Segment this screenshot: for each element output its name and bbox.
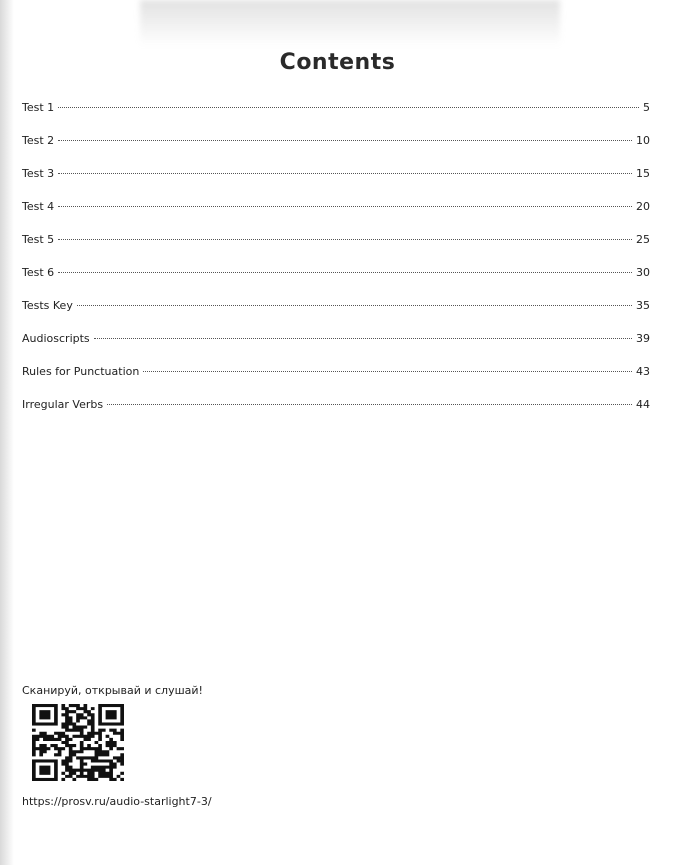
toc-entry-label: Irregular Verbs [22, 398, 104, 411]
toc-entry-page: 43 [636, 365, 650, 378]
toc-leader-dots [58, 173, 632, 174]
table-of-contents [22, 101, 650, 431]
toc-entry-label: Tests Key [22, 299, 73, 312]
toc-entry-page: 10 [636, 134, 650, 147]
toc-leader-dots [58, 239, 632, 240]
toc-entry-label: Test 5 [22, 233, 55, 246]
toc-entry[interactable] [22, 101, 650, 134]
toc-entry-label: Test 4 [22, 200, 55, 213]
toc-entry[interactable] [22, 233, 650, 266]
toc-leader-dots [58, 272, 632, 273]
toc-entry-page: 15 [636, 167, 650, 180]
toc-entry[interactable] [22, 332, 650, 365]
toc-entry-page: 30 [636, 266, 650, 279]
toc-entry-page: 25 [636, 233, 650, 246]
toc-entry-label: Audioscripts [22, 332, 90, 345]
toc-entry[interactable] [22, 398, 650, 431]
page-title: Contents [279, 50, 396, 75]
toc-leader-dots [107, 404, 632, 405]
toc-entry-page: 39 [636, 332, 650, 345]
audio-link[interactable]: https://prosv.ru/audio-starlight7-3/ [22, 795, 212, 808]
page-shadow [0, 0, 14, 865]
qr-code-icon[interactable] [32, 704, 124, 781]
toc-entry-page: 20 [636, 200, 650, 213]
toc-entry-label: Rules for Punctuation [22, 365, 140, 378]
toc-entry-label: Test 1 [22, 101, 55, 114]
toc-entry-page: 5 [643, 101, 650, 114]
scan-caption: Сканируй, открывай и слушай! [22, 684, 203, 697]
toc-entry-label: Test 6 [22, 266, 55, 279]
toc-entry-label: Test 2 [22, 134, 55, 147]
toc-entry-page: 35 [636, 299, 650, 312]
toc-leader-dots [58, 107, 639, 108]
toc-entry-label: Test 3 [22, 167, 55, 180]
toc-entry-page: 44 [636, 398, 650, 411]
toc-entry[interactable] [22, 365, 650, 398]
toc-entry[interactable] [22, 200, 650, 233]
toc-leader-dots [77, 305, 632, 306]
toc-entry[interactable] [22, 134, 650, 167]
toc-leader-dots [94, 338, 632, 339]
toc-leader-dots [58, 206, 632, 207]
toc-entry[interactable] [22, 266, 650, 299]
toc-entry[interactable] [22, 167, 650, 200]
toc-entry[interactable] [22, 299, 650, 332]
bleed-through-shadow [140, 0, 560, 46]
toc-leader-dots [58, 140, 632, 141]
toc-leader-dots [143, 371, 632, 372]
